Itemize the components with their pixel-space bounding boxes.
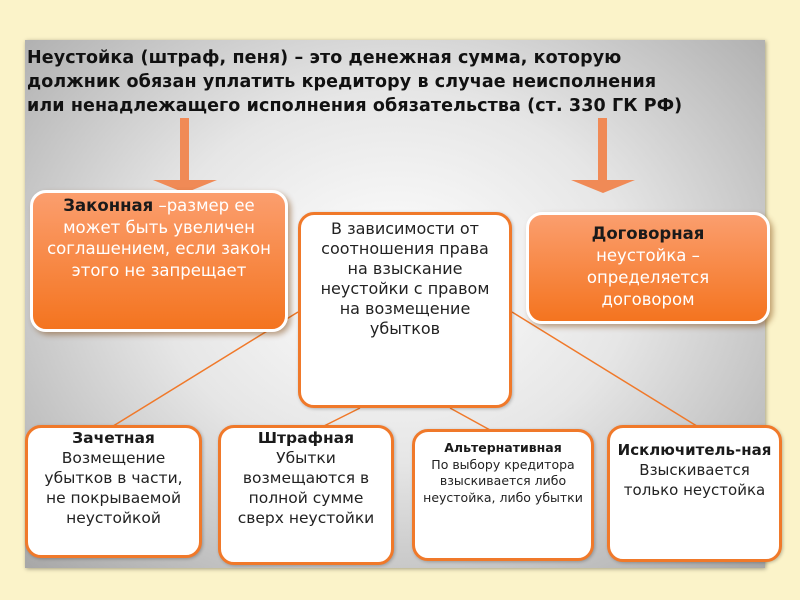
alternative-title: Альтернативная [444, 440, 562, 455]
center-text: В зависимости от соотношения права на взыскание неустойки с правом на возмещение убытков [320, 219, 490, 338]
penalty-text: Убытки возмещаются в полной сумме сверх неустойки [237, 449, 375, 527]
legal-text: –размер ее может быть увеличен соглашением, если закон этого не запрещает [47, 196, 271, 280]
legal-penalty-box [30, 190, 288, 332]
contractual-penalty-box [526, 212, 770, 324]
exclusive-text: Взыскивается только неустойка [623, 461, 766, 499]
contract-title: Договорная [591, 224, 705, 243]
connector-alternative [450, 408, 490, 430]
exclusive-title: Исключитель-ная [617, 441, 772, 459]
contract-text: неустойка – определяется договором [586, 246, 710, 309]
penalty-title: Штрафная [257, 429, 355, 447]
center-criterion-box [298, 212, 512, 408]
definition-heading: Неустойка (штраф, пеня) – это денежная сумма, которую должник обязан уплатить кредитору в случае неисполнения или ненадлежащего исполнения обязательства (ст. 330 ГК РФ) [27, 48, 683, 116]
alternative-penalty-box [412, 429, 594, 561]
exclusive-penalty-box [607, 425, 782, 562]
alternative-text: По выбору кредитора взыскивается либо неустойка, либо убытки [423, 456, 583, 505]
punitive-penalty-box [218, 425, 394, 565]
connector-exclusive [512, 312, 700, 428]
offset-text: Возмещение убытков в части, не покрываемой неустойкой [44, 449, 183, 527]
offset-title: Зачетная [72, 429, 155, 447]
offset-penalty-box [25, 425, 202, 558]
legal-title: Законная [63, 196, 154, 215]
